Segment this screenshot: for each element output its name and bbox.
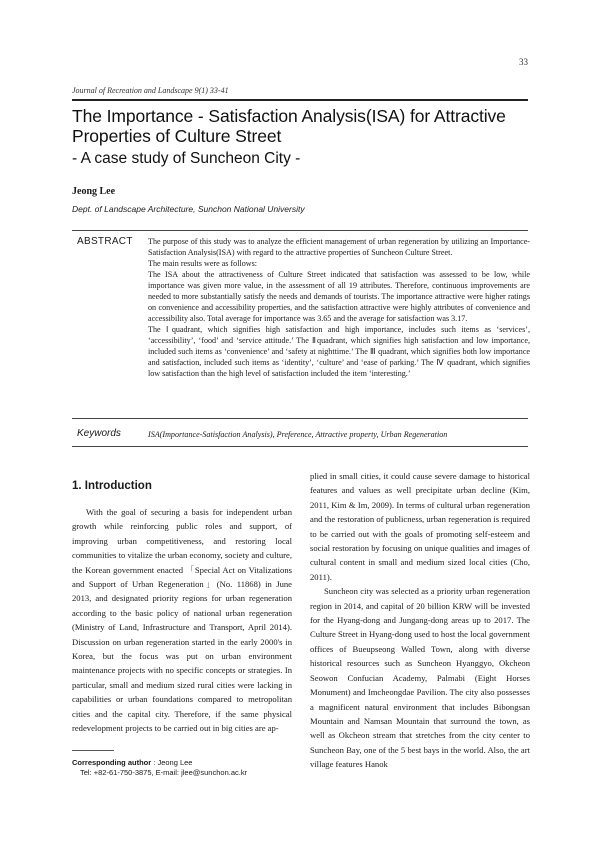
- abstract-top-rule: [72, 230, 528, 231]
- abstract-paragraph: The purpose of this study was to analyze the efficient management of urban regeneration by utilizing an Importance-Satisfaction Analysis(ISA) with regard to the attractive properties of Suncheon Culture Street.: [148, 237, 530, 257]
- keywords-rule: [72, 446, 528, 447]
- paper-subtitle: - A case study of Suncheon City -: [72, 150, 301, 167]
- footnote-contact: Tel: +82-61-750-3875, E-mail: jlee@sunchon.ac.kr: [80, 768, 248, 777]
- footnote-name: Jeong Lee: [157, 758, 193, 767]
- body-paragraph: Suncheon city was selected as a priority urban regeneration region in 2014, and capital of 20 billion KRW will be invested for the Hyang-dong and Jungang-dong areas up to 2017. The Culture Street in Hyang-dong used to host the local government offices of Bueupseong Walled Town, along with diverse historical resources such as Suncheon Hyanggyo, Okcheon Seowon Confucian Academy, Palmabi (Eight Horses Monument) and Imcheongdae Pavilion. The city also possesses a magnificent natural environment that includes Bibongsan Mountain and Namsan Mountain that surround the town, as well as Okcheon stream that stretches from the city center to Suncheon Bay, one of the 5 best bays in the world. Also, the art village features Hanok: [310, 586, 530, 770]
- keywords-label: Keywords: [77, 428, 121, 439]
- footnote-author: Corresponding author : Jeong Lee: [72, 758, 193, 767]
- abstract-bottom-rule: [72, 418, 528, 419]
- abstract-body: [148, 236, 530, 379]
- footnote-rule: [72, 750, 114, 751]
- right-column: [310, 469, 530, 772]
- paper-title: The Importance - Satisfaction Analysis(ISA) for Attractive Properties of Culture Street: [72, 106, 506, 146]
- footnote-label: Corresponding author: [72, 758, 152, 767]
- author-affiliation: Dept. of Landscape Architecture, Sunchon National University: [72, 204, 305, 214]
- abstract-paragraph: The Ⅰquadrant, which signifies high satisfaction and high importance, includes such items as ‘services’, ‘accessibility’, ‘food’ and ‘service attitude.’ The Ⅱquadrant, which signifies high satisfaction and low importance, included such items as ‘convenience’ and ‘safety at nighttime.’ The Ⅲ quadrant, which signifies both low importance and satisfaction, included such items as ‘identity’, ‘culture’ and ‘ease of parking.’ The Ⅳ quadrant, which signifies low satisfaction than the high level of satisfaction included the item ‘interesting.’: [148, 325, 530, 378]
- abstract-paragraph: The ISA about the attractiveness of Culture Street indicated that satisfaction was assessed to be low, while importance was given more value, in the assessment of all 19 attributes. Therefore, continuous improvements are needed to more substantially satisfy the needs and demands of tourists. The importance attractive were higher ratings on convenience and accessibility properties, and the satisfaction attractive were highly attributes of convenience and accessibility also. Total average for importance was 3.65 and the average for satisfaction was 3.17.: [148, 270, 530, 323]
- header-rule: [72, 99, 528, 101]
- section-heading: 1. Introduction: [72, 480, 152, 492]
- keywords-text: ISA(Importance-Satisfaction Analysis), Preference, Attractive property, Urban Regeneration: [148, 430, 448, 439]
- abstract-paragraph: The main results were as follows:: [148, 259, 258, 268]
- body-paragraph: plied in small cities, it could cause severe damage to historical features and values as well precipitate urban decline (Kim, 2011, Kim & Im, 2009). In terms of cultural urban regeneration and the restoration of publicness, urban regeneration is required to be carried out with the goals of promoting self-esteem and social restoration by focusing on unique qualities and images of cultural content in small and medium sized local cities (Cho, 2011).: [310, 471, 530, 582]
- page-number: 33: [519, 57, 528, 67]
- author-name: Jeong Lee: [72, 186, 116, 197]
- journal-citation: Journal of Recreation and Landscape 9(1) 33-41: [72, 86, 229, 95]
- left-column: [72, 505, 292, 736]
- abstract-label: ABSTRACT: [77, 236, 133, 247]
- body-paragraph: With the goal of securing a basis for independent urban growth while reinforcing public roles and support, of improving urban competitiveness, and restoring local communities to vitalize the urban economy, society and culture, the Korean government enacted 「Special Act on Vitalizations and Support of Urban Regeneration」(No. 11868) in June 2013, and designated priority regions for urban regeneration according to the basic policy of national urban regeneration (Ministry of Land, Infrastructure and Transport, April 2014). Discussion on urban regeneration started in the early 2000's in Korea, but the focus was put on urban environment maintenance projects with no specific concepts or strategies. In particular, small and medium sized rural cities were lacking in capabilities or urban foundations compared to metropolitan cities and the capital city. Therefore, if the same physical redevelopment projects to be carried out in big cities are ap-: [72, 507, 292, 734]
